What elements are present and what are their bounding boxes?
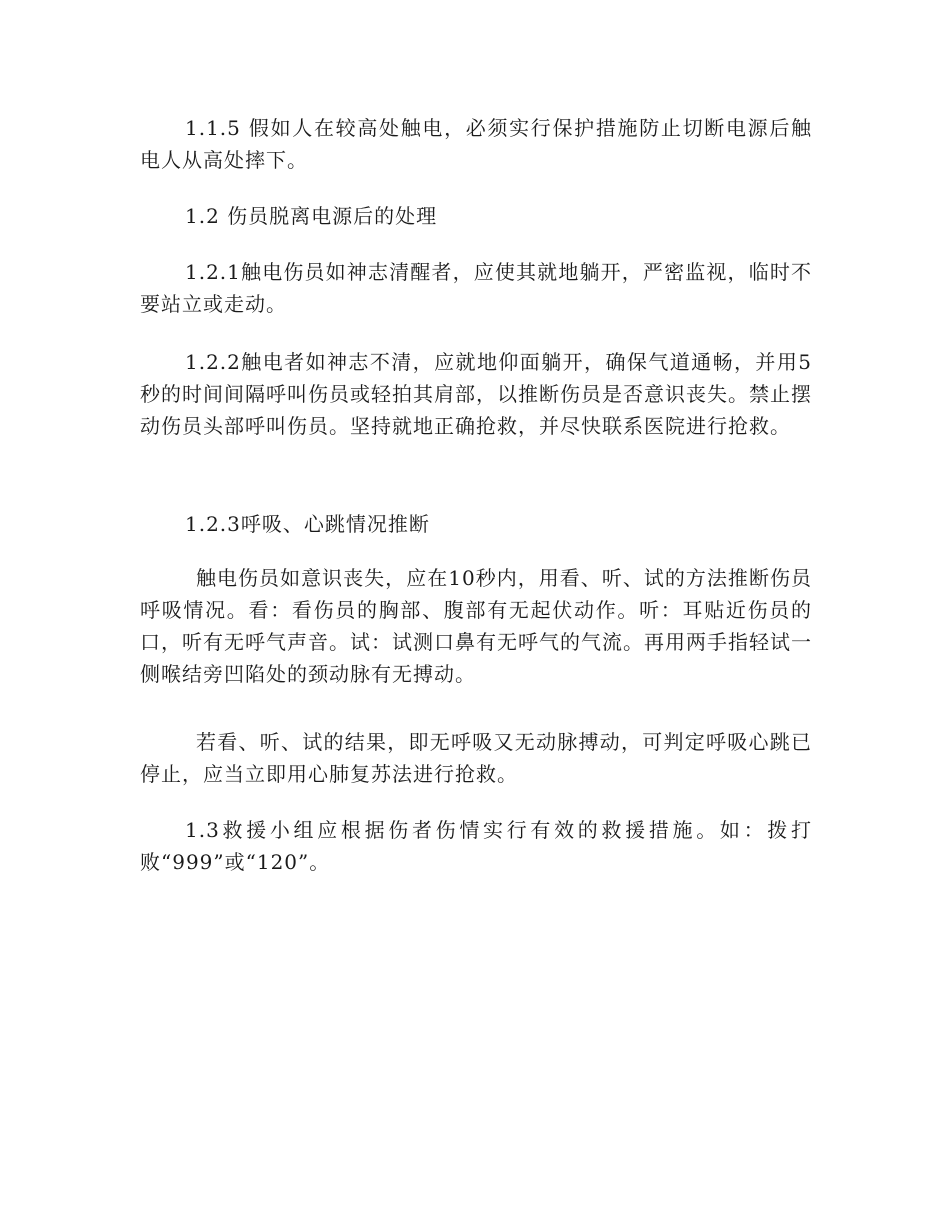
paragraph-1-1-5: 1.1.5 假如人在较高处触电，必须实行保护措施防止切断电源后触电人从高处摔下。 <box>140 116 812 172</box>
paragraph-1-2-2: 1.2.2触电者如神志不清，应就地仰面躺开，确保气道通畅，并用5秒的时间间隔呼叫伤员或轻拍其肩部，以推断伤员是否意识丧失。禁止摆动伤员头部呼叫伤员。坚持就地正确抢救，并尽快联系医院进行抢救。 <box>140 350 812 438</box>
paragraph-breathing-check: 触电伤员如意识丧失，应在10秒内，用看、听、试的方法推断伤员呼吸情况。看：看伤员的胸部、腹部有无起伏动作。听：耳贴近伤员的口，听有无呼气声音。试：试测口鼻有无呼气的气流。再用两手指轻试一侧喉结旁凹陷处的颈动脉有无搏动。 <box>140 566 812 686</box>
paragraph-1-3: 1.3救援小组应根据伤者伤情实行有效的救援措施。如：拨打败“999”或“120”。 <box>140 818 812 874</box>
heading-1-2: 1.2 伤员脱离电源后的处理 <box>185 204 438 228</box>
heading-1-2-3: 1.2.3呼吸、心跳情况推断 <box>185 512 430 536</box>
paragraph-1-2-1: 1.2.1触电伤员如神志清醒者，应使其就地躺开，严密监视，临时不要站立或走动。 <box>140 260 812 316</box>
paragraph-cpr: 若看、听、试的结果，即无呼吸又无动脉搏动，可判定呼吸心跳已停止，应当立即用心肺复苏法进行抢救。 <box>140 730 812 786</box>
